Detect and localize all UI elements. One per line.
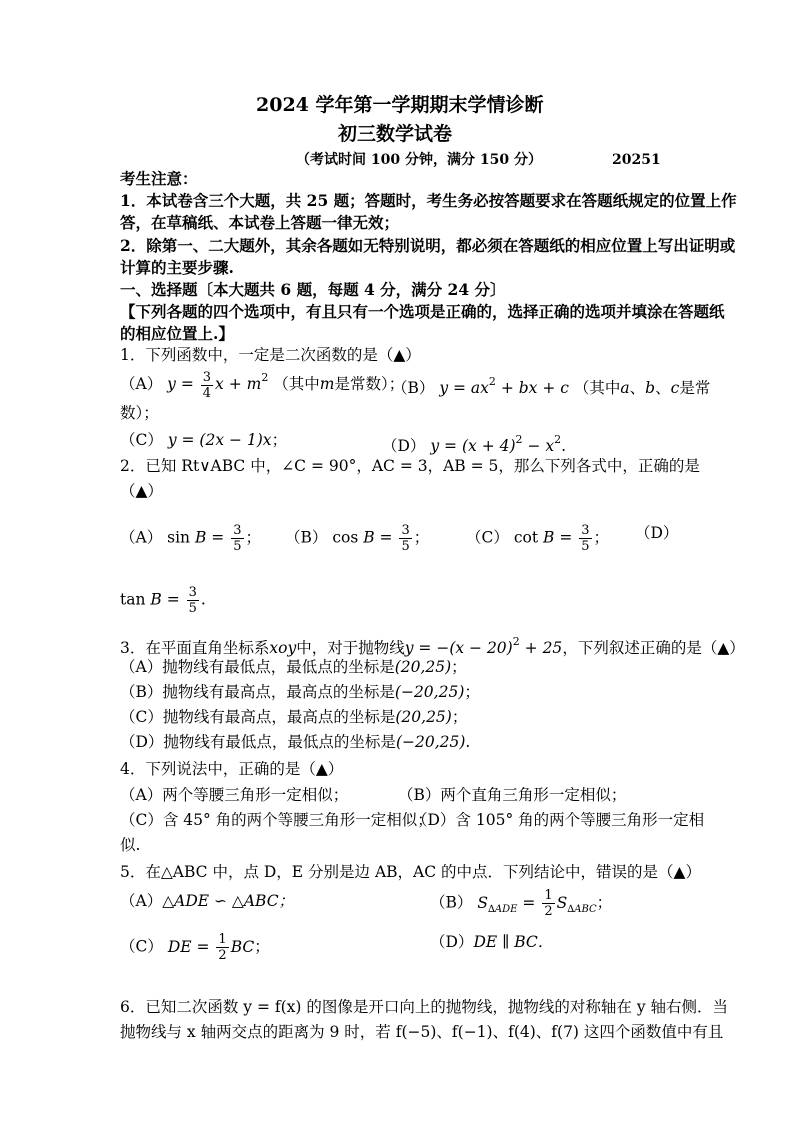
q3-option-a: （A）抛物线有最低点，最低点的坐标是(20,25)； — [120, 658, 467, 676]
q1-option-a: （A） y = $\frac{3}{4}$ $x + m^2$ （其中m是常数）； — [120, 369, 405, 401]
q5-option-d — [430, 932, 553, 952]
exam-code: 20251 — [612, 152, 661, 168]
q2-c-label: （C） — [466, 528, 509, 547]
exam-info: （考试时间 100 分钟，满分 150 分） — [296, 152, 542, 168]
q1-c-formula: y = (2x − 1)x — [167, 431, 272, 449]
q3-stem-pre: 3．在平面直角坐标系 — [120, 639, 270, 657]
q1-a-formula: y = $\frac{3}{4}$ $x + m^2$ — [167, 369, 269, 401]
q6-line-1: 6．已知二次函数 y = f(x) 的图像是开口向上的抛物线，抛物线的对称轴在 y 轴右侧．当 — [120, 998, 728, 1016]
q1-a-label: （A） — [120, 375, 163, 393]
q3-d-text: （D）抛物线有最低点，最低点的坐标是 — [120, 733, 396, 751]
q2-option-d: tan B = $\frac{3}{5}$ . — [120, 585, 206, 616]
q1-b-continuation: 数）； — [120, 404, 159, 422]
q1-stem: 1．下列函数中，一定是二次函数的是（▲） — [120, 346, 421, 364]
q2-b-label: （B） — [285, 528, 328, 547]
exam-subtitle: 初三数学试卷 — [338, 123, 453, 145]
q3-a-text: （A）抛物线有最低点，最低点的坐标是 — [120, 658, 395, 676]
q1-a-note-2: 是常数）； — [334, 375, 405, 393]
q1-b-note-2: 是常 — [679, 379, 711, 397]
q5-a-text: △ADE ∽ △ABC； — [162, 892, 295, 910]
q4-option-a: （A）两个等腰三角形一定相似； — [120, 786, 349, 804]
q4-stem: 4．下列说法中，正确的是（▲） — [120, 760, 344, 778]
q5-option-a — [120, 891, 294, 911]
q2-option-a: （A） sin B = $\frac{3}{5}$ ； — [120, 523, 262, 554]
q1-b-label: （B） — [392, 379, 435, 397]
q2-c-fn: cot — [513, 528, 539, 547]
section-1-instruction-line-1: 【下列各题的四个选项中，有且只有一个选项是正确的，选择正确的选项并填涂在答题纸 — [120, 302, 725, 321]
q5-option-c: （C） DE = $\frac{1}{2}$ BC； — [120, 932, 270, 963]
q2-option-d-label: （D） — [635, 524, 679, 542]
q1-option-d: （D） $y = (x + 4)^2 - x^2$. — [382, 433, 567, 455]
q1-c-label: （C） — [120, 431, 163, 449]
q3-stem: 3．在平面直角坐标系xoy中，对于抛物线$y = -(x - 20)^2 + 25$，下列叙述正确的是（▲） — [120, 635, 745, 657]
q5-d-label: （D） — [430, 933, 474, 951]
q1-b-note: （其中 — [573, 379, 621, 397]
q3-option-c: （C）抛物线有最高点，最高点的坐标是(20,25)； — [120, 708, 468, 726]
note-1-line-1: 1．本试卷含三个大题，共 25 题；答题时，考生务必按答题要求在答题纸规定的位置上作 — [120, 191, 737, 210]
q1-d-label: （D） — [382, 437, 426, 455]
note-2-line-2: 计算的主要步骤. — [120, 258, 234, 277]
q5-d-text: DE ∥ BC． — [473, 933, 554, 951]
q3-c-text: （C）抛物线有最高点，最高点的坐标是 — [120, 708, 396, 726]
q2-a-label: （A） — [120, 528, 163, 547]
q2-d-fn: tan — [120, 590, 146, 609]
q3-option-b: （B）抛物线有最高点，最高点的坐标是(−20,25)； — [120, 683, 480, 701]
q5-a-label: （A） — [120, 892, 163, 910]
q4-option-d-line-2: 似. — [120, 836, 141, 854]
q4-option-d-line-1: （D）含 105° 角的两个等腰三角形一定相 — [412, 811, 705, 829]
q3-c-point: (20,25) — [395, 708, 452, 726]
notes-heading: 考生注意： — [120, 169, 198, 188]
q2-a-fn: sin — [167, 528, 191, 547]
q1-option-c: （C） y = (2x − 1)x； — [120, 431, 288, 449]
section-1-instruction-line-2: 的相应位置上.】 — [120, 324, 234, 343]
q5-c-label: （C） — [120, 937, 163, 956]
q4-option-c: （C）含 45° 角的两个等腰三角形一定相似； — [120, 811, 433, 829]
q1-a-note: （其中 — [273, 375, 320, 393]
q2-stem-line-1: 2．已知 Rt∨ABC 中，∠C = 90°，AC = 3，AB = 5，那么下列各式中，正确的是 — [120, 457, 700, 475]
q3-a-point: (20,25) — [394, 658, 452, 676]
q6-line-2: 抛物线与 x 轴两交点的距离为 9 时，若 f(−5)、f(−1)、f(4)、f(7) 这四个函数值中有且 — [120, 1023, 724, 1041]
section-1-heading: 一、选择题〔本大题共 6 题，每题 4 分，满分 24 分〕 — [120, 280, 506, 299]
q2-option-b: （B） cos B = $\frac{3}{5}$ ； — [285, 523, 430, 554]
q3-b-point: (−20,25) — [394, 683, 465, 701]
q1-option-b: （B） $y = ax^2$ + bx + c （其中a、b、c是常 — [392, 375, 711, 397]
q1-b-formula: $y = ax^2$ + bx + c — [439, 375, 569, 397]
q3-d-point: (−20,25) — [395, 733, 466, 751]
q1-d-formula: $y = (x + 4)^2 - x^2$ — [430, 433, 562, 455]
note-1-line-2: 答，在草稿纸、本试卷上答题一律无效； — [120, 213, 400, 232]
q2-option-c: （C） cot B = $\frac{3}{5}$ ； — [466, 523, 610, 554]
q3-b-text: （B）抛物线有最高点，最高点的坐标是 — [120, 683, 395, 701]
q5-stem: 5．在△ABC 中，点 D，E 分别是边 AB，AC 的中点．下列结论中，错误的是（▲） — [120, 863, 701, 881]
q5-b-label: （B） — [430, 893, 473, 912]
q5-option-b: （B） $S_{\Delta ADE}$ = $\frac{1}{2}$ $S_{\Delta ABC}$； — [430, 888, 613, 919]
exam-title: 2024 学年第一学期期末学情诊断 — [256, 94, 544, 116]
q3-option-d: （D）抛物线有最低点，最低点的坐标是(−20,25). — [120, 733, 471, 751]
q2-stem-line-2: （▲） — [120, 482, 163, 500]
note-2-line-1: 2．除第一、二大题外，其余各题如无特别说明，都必须在答题纸的相应位置上写出证明或 — [120, 236, 736, 255]
q4-option-b: （B）两个直角三角形一定相似； — [398, 786, 627, 804]
q3-stem-post: ，下列叙述正确的是（▲） — [562, 639, 745, 657]
q2-b-fn: cos — [332, 528, 359, 547]
q3-stem-mid: 中，对于抛物线 — [296, 639, 405, 657]
